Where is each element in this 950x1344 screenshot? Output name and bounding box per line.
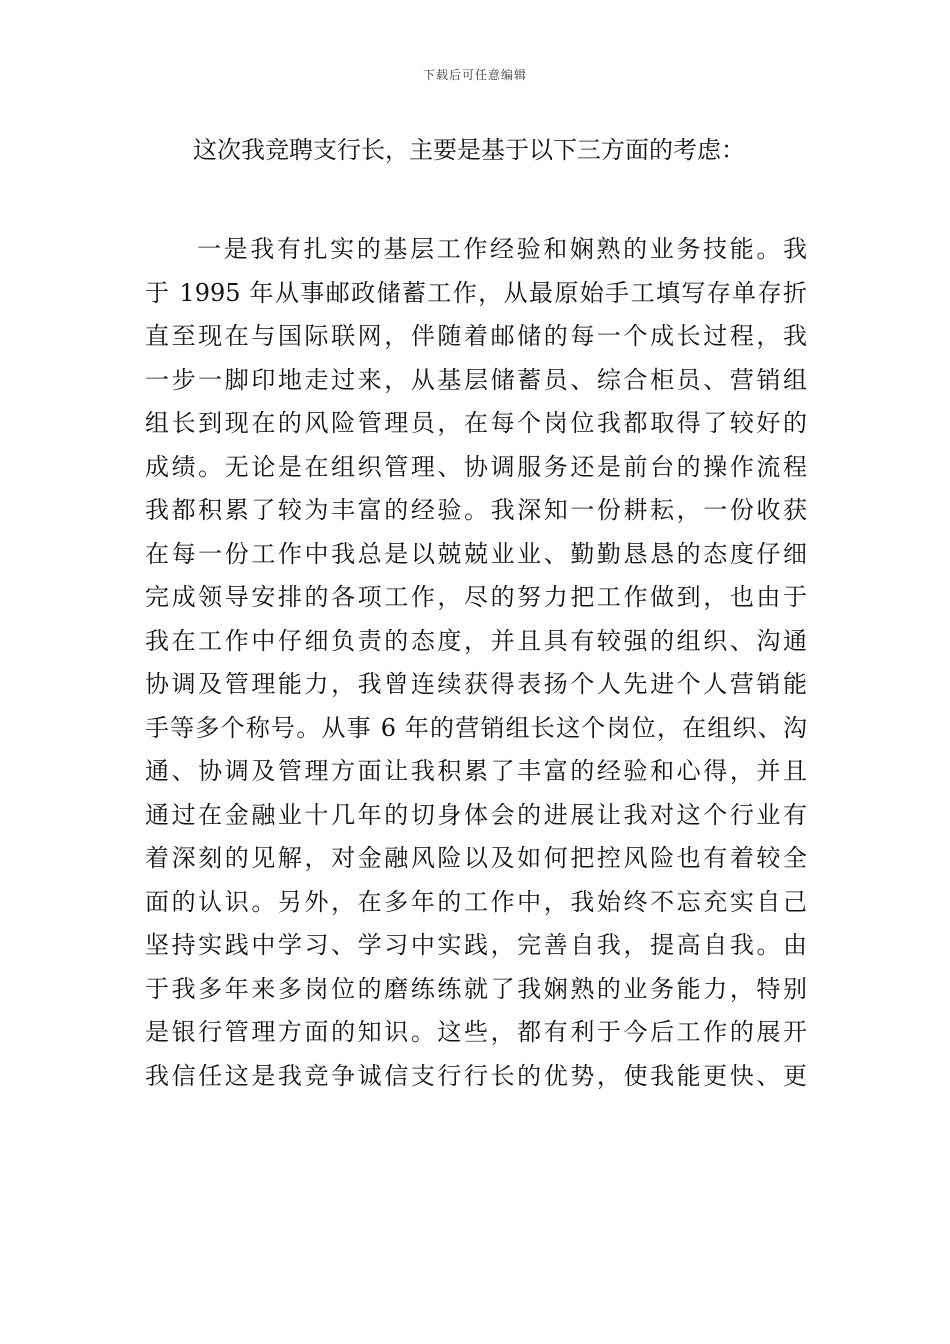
paragraph-line: 我在工作中仔细负责的态度，并且具有较强的组织、沟通: [145, 626, 807, 655]
paragraph-line: 直至现在与国际联网，伴随着邮储的每一个成长过程，我: [145, 322, 807, 350]
paragraph-line: 通过在金融业十几年的切身体会的进展让我对这个行业有: [145, 800, 807, 829]
paragraph-line: 通、协调及管理方面让我积累了丰富的经验和心得，并且: [145, 757, 807, 785]
paragraph-line: 着深刻的见解，对金融风险以及如何把控风险也有着较全: [145, 844, 807, 872]
paragraph-line: 于 1995 年从事邮政储蓄工作，从最原始手工填写存单存折: [145, 278, 807, 307]
paragraph-line: 在每一份工作中我总是以兢兢业业、勤勤恳恳的态度仔细: [145, 539, 807, 568]
intro-paragraph: 这次我竞聘支行长，主要是基于以下三方面的考虑：: [193, 136, 745, 164]
page-header-note: 下载后可任意编辑: [422, 68, 527, 82]
body-paragraph: [145, 228, 807, 1098]
paragraph-line: 一是我有扎实的基层工作经验和娴熟的业务技能。我: [197, 235, 807, 263]
paragraph-line: 一步一脚印地走过来，从基层储蓄员、综合柜员、营销组: [145, 365, 807, 394]
paragraph-line: 我都积累了较为丰富的经验。我深知一份耕耘，一份收获: [145, 496, 807, 524]
paragraph-line: 组长到现在的风险管理员，在每个岗位我都取得了较好的: [145, 409, 807, 437]
paragraph-line: 于我多年来多岗位的磨练练就了我娴熟的业务能力，特别: [145, 974, 807, 1003]
paragraph-line: 协调及管理能力，我曾连续获得表扬个人先进个人营销能: [145, 670, 807, 698]
paragraph-line: 我信任这是我竞争诚信支行行长的优势，使我能更快、更: [145, 1061, 807, 1090]
paragraph-line: 坚持实践中学习、学习中实践，完善自我，提高自我。由: [145, 931, 807, 959]
paragraph-line: 成绩。无论是在组织管理、协调服务还是前台的操作流程: [145, 452, 807, 481]
paragraph-line: 面的认识。另外，在多年的工作中，我始终不忘充实自己: [145, 887, 807, 916]
paragraph-line: 是银行管理方面的知识。这些，都有利于今后工作的展开: [145, 1018, 807, 1046]
paragraph-line: 完成领导安排的各项工作，尽的努力把工作做到，也由于: [145, 583, 807, 611]
paragraph-line: 手等多个称号。从事 6 年的营销组长这个岗位，在组织、沟: [145, 713, 807, 742]
